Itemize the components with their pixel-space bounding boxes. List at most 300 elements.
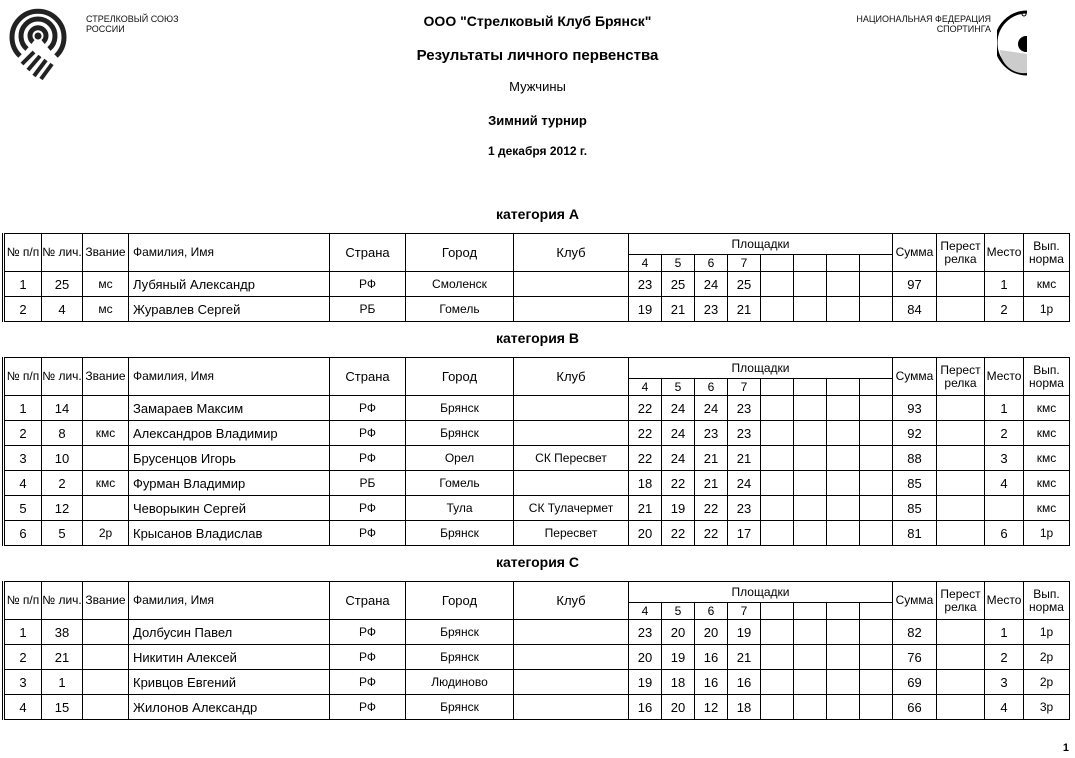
- cell-score: 21: [728, 645, 761, 670]
- cell-score: 18: [728, 695, 761, 720]
- cell-score: 25: [728, 272, 761, 297]
- cell-name: Журавлев Сергей: [129, 297, 330, 322]
- cell-club: [514, 421, 629, 446]
- cell-name: Фурман Владимир: [129, 471, 330, 496]
- cell-lic: 8: [42, 421, 83, 446]
- cell-score: 22: [629, 396, 662, 421]
- results-table: [2, 233, 1070, 322]
- cell-sum: 97: [893, 272, 937, 297]
- cell-score: 16: [695, 670, 728, 695]
- category-title: категория B: [496, 330, 579, 346]
- cell-score: [860, 695, 893, 720]
- cell-score: 19: [728, 620, 761, 645]
- cell-country: РФ: [330, 496, 406, 521]
- cell-name: Жилонов Александр: [129, 695, 330, 720]
- col-header-shootoff: Перест релка: [937, 234, 985, 272]
- cell-rank: 2р: [83, 521, 129, 546]
- range-number: 4: [629, 379, 662, 396]
- range-number: 4: [629, 603, 662, 620]
- cell-lic: 12: [42, 496, 83, 521]
- cell-score: [761, 396, 794, 421]
- cell-rank: кмс: [83, 421, 129, 446]
- cell-name: Кривцов Евгений: [129, 670, 330, 695]
- cell-lic: 14: [42, 396, 83, 421]
- cell-rank: [83, 695, 129, 720]
- cell-place: 1: [985, 620, 1024, 645]
- col-header-np: № п/п: [4, 234, 42, 272]
- range-number: [761, 379, 794, 396]
- cell-score: 24: [695, 272, 728, 297]
- club-name: ООО "Стрелковый Клуб Брянск": [423, 13, 652, 29]
- col-header-city: Город: [406, 582, 514, 620]
- col-header-rank: Звание: [83, 234, 129, 272]
- cell-city: Орел: [406, 446, 514, 471]
- cell-np: 2: [4, 645, 42, 670]
- cell-score: 23: [629, 620, 662, 645]
- col-header-norm: Вып. норма: [1024, 582, 1070, 620]
- cell-score: 23: [695, 297, 728, 322]
- cell-city: Брянск: [406, 645, 514, 670]
- cell-rank: [83, 446, 129, 471]
- cell-city: Брянск: [406, 620, 514, 645]
- cell-name: Никитин Алексей: [129, 645, 330, 670]
- org-left-line-1: СТРЕЛКОВЫЙ СОЮЗ: [86, 14, 179, 24]
- cell-score: [761, 620, 794, 645]
- table-row: [4, 496, 1070, 521]
- cell-score: 18: [629, 471, 662, 496]
- cell-score: 22: [662, 521, 695, 546]
- cell-score: 19: [629, 297, 662, 322]
- cell-norm: кмс: [1024, 272, 1070, 297]
- col-header-city: Город: [406, 234, 514, 272]
- col-header-norm: Вып. норма: [1024, 358, 1070, 396]
- table-row: [4, 297, 1070, 322]
- cell-score: [761, 272, 794, 297]
- cell-city: Тула: [406, 496, 514, 521]
- cell-np: 1: [4, 620, 42, 645]
- cell-city: Брянск: [406, 695, 514, 720]
- cell-name: Лубяный Александр: [129, 272, 330, 297]
- table-row: [4, 421, 1070, 446]
- cell-norm: 1р: [1024, 297, 1070, 322]
- cell-norm: 3р: [1024, 695, 1070, 720]
- table-row: [4, 670, 1070, 695]
- range-number: [860, 379, 893, 396]
- cell-city: Гомель: [406, 297, 514, 322]
- cell-score: 20: [662, 620, 695, 645]
- col-header-name: Фамилия, Имя: [129, 234, 330, 272]
- range-number: [827, 379, 860, 396]
- col-header-place: Место: [985, 358, 1024, 396]
- cell-score: [827, 521, 860, 546]
- cell-norm: 2р: [1024, 670, 1070, 695]
- cell-score: 23: [728, 421, 761, 446]
- org-right-line-1: НАЦИОНАЛЬНАЯ ФЕДЕРАЦИЯ: [856, 14, 991, 24]
- cell-score: 22: [629, 446, 662, 471]
- col-header-name: Фамилия, Имя: [129, 358, 330, 396]
- col-header-place: Место: [985, 582, 1024, 620]
- cell-score: 21: [695, 446, 728, 471]
- cell-country: РФ: [330, 645, 406, 670]
- cell-score: 23: [728, 496, 761, 521]
- cell-score: 21: [695, 471, 728, 496]
- cell-score: [860, 471, 893, 496]
- org-right-line-2: СПОРТИНГА: [936, 24, 991, 34]
- cell-club: [514, 670, 629, 695]
- cell-score: 20: [695, 620, 728, 645]
- col-header-norm: Вып. норма: [1024, 234, 1070, 272]
- col-header-sum: Сумма: [893, 358, 937, 396]
- cell-lic: 15: [42, 695, 83, 720]
- col-header-lic: № лич.: [42, 358, 83, 396]
- range-number: [794, 255, 827, 272]
- cell-club: [514, 695, 629, 720]
- tournament-name: Зимний турнир: [488, 113, 587, 128]
- cell-sum: 88: [893, 446, 937, 471]
- cell-lic: 38: [42, 620, 83, 645]
- cell-lic: 4: [42, 297, 83, 322]
- cell-score: [827, 421, 860, 446]
- cell-country: РФ: [330, 620, 406, 645]
- col-header-ranges: Площадки: [629, 234, 893, 255]
- col-header-ranges: Площадки: [629, 358, 893, 379]
- cell-np: 1: [4, 272, 42, 297]
- cell-score: [827, 272, 860, 297]
- cell-score: [761, 645, 794, 670]
- col-header-country: Страна: [330, 234, 406, 272]
- col-header-lic: № лич.: [42, 582, 83, 620]
- event-date: 1 декабря 2012 г.: [487, 144, 588, 158]
- org-left-line-2: РОССИИ: [86, 24, 125, 34]
- table-row: [4, 620, 1070, 645]
- cell-score: 24: [662, 396, 695, 421]
- range-number: [761, 603, 794, 620]
- cell-score: [827, 620, 860, 645]
- header-row: [4, 582, 1070, 603]
- cell-country: РФ: [330, 396, 406, 421]
- cell-norm: кмс: [1024, 471, 1070, 496]
- cell-place: 3: [985, 446, 1024, 471]
- cell-shootoff: [937, 695, 985, 720]
- cell-np: 2: [4, 297, 42, 322]
- cell-score: 24: [662, 446, 695, 471]
- gender-label: Мужчины: [509, 79, 566, 94]
- cell-lic: 1: [42, 670, 83, 695]
- cell-score: [827, 471, 860, 496]
- cell-club: [514, 272, 629, 297]
- cell-score: 21: [728, 446, 761, 471]
- cell-club: [514, 396, 629, 421]
- cell-lic: 21: [42, 645, 83, 670]
- range-number: [827, 603, 860, 620]
- cell-country: РФ: [330, 521, 406, 546]
- cell-score: [827, 670, 860, 695]
- cell-score: [860, 297, 893, 322]
- cell-place: 2: [985, 297, 1024, 322]
- cell-city: Людиново: [406, 670, 514, 695]
- cell-score: 16: [728, 670, 761, 695]
- results-table: [2, 357, 1070, 546]
- table-row: [4, 272, 1070, 297]
- cell-score: 24: [728, 471, 761, 496]
- cell-score: [860, 272, 893, 297]
- cell-city: Брянск: [406, 396, 514, 421]
- cell-score: 24: [695, 396, 728, 421]
- cell-lic: 2: [42, 471, 83, 496]
- col-header-np: № п/п: [4, 358, 42, 396]
- cell-rank: [83, 496, 129, 521]
- cell-score: 24: [662, 421, 695, 446]
- cell-score: 16: [629, 695, 662, 720]
- cell-place: 1: [985, 396, 1024, 421]
- cell-sum: 85: [893, 496, 937, 521]
- cell-norm: кмс: [1024, 421, 1070, 446]
- table-row: [4, 521, 1070, 546]
- page-title: Результаты личного первенства: [416, 47, 659, 64]
- cell-score: [761, 446, 794, 471]
- cell-norm: 1р: [1024, 521, 1070, 546]
- cell-place: 4: [985, 695, 1024, 720]
- range-number: 7: [728, 255, 761, 272]
- cell-sum: 93: [893, 396, 937, 421]
- cell-score: [860, 396, 893, 421]
- range-number: [794, 379, 827, 396]
- cell-score: 23: [695, 421, 728, 446]
- cell-score: [794, 670, 827, 695]
- cell-shootoff: [937, 521, 985, 546]
- cell-score: 21: [728, 297, 761, 322]
- cell-score: 23: [629, 272, 662, 297]
- cell-sum: 92: [893, 421, 937, 446]
- cell-score: [794, 645, 827, 670]
- cell-shootoff: [937, 421, 985, 446]
- cell-np: 5: [4, 496, 42, 521]
- cell-club: СК Пересвет: [514, 446, 629, 471]
- cell-shootoff: [937, 645, 985, 670]
- col-header-ranges: Площадки: [629, 582, 893, 603]
- cell-shootoff: [937, 396, 985, 421]
- range-number: 4: [629, 255, 662, 272]
- cell-score: [794, 471, 827, 496]
- cell-lic: 25: [42, 272, 83, 297]
- cell-place: 6: [985, 521, 1024, 546]
- cell-club: [514, 645, 629, 670]
- cell-shootoff: [937, 670, 985, 695]
- cell-score: [860, 670, 893, 695]
- cell-score: [860, 496, 893, 521]
- range-number: [860, 255, 893, 272]
- cell-lic: 5: [42, 521, 83, 546]
- cell-score: [860, 645, 893, 670]
- col-header-sum: Сумма: [893, 234, 937, 272]
- cell-norm: кмс: [1024, 446, 1070, 471]
- cell-rank: кмс: [83, 471, 129, 496]
- table-row: [4, 396, 1070, 421]
- col-header-club: Клуб: [514, 582, 629, 620]
- cell-place: [985, 496, 1024, 521]
- range-number: 6: [695, 379, 728, 396]
- cell-score: 19: [662, 645, 695, 670]
- cell-score: 22: [695, 496, 728, 521]
- cell-score: [827, 446, 860, 471]
- cell-score: [761, 421, 794, 446]
- cell-norm: кмс: [1024, 496, 1070, 521]
- cell-np: 1: [4, 396, 42, 421]
- cell-rank: [83, 620, 129, 645]
- cell-score: [860, 521, 893, 546]
- cell-score: [794, 396, 827, 421]
- cell-place: 2: [985, 645, 1024, 670]
- col-header-place: Место: [985, 234, 1024, 272]
- cell-club: Пересвет: [514, 521, 629, 546]
- cell-score: [761, 670, 794, 695]
- cell-score: [827, 297, 860, 322]
- cell-np: 4: [4, 695, 42, 720]
- cell-score: [860, 620, 893, 645]
- cell-score: [794, 421, 827, 446]
- cell-np: 4: [4, 471, 42, 496]
- cell-shootoff: [937, 620, 985, 645]
- cell-country: РФ: [330, 670, 406, 695]
- cell-score: 20: [662, 695, 695, 720]
- col-header-city: Город: [406, 358, 514, 396]
- cell-score: [794, 521, 827, 546]
- cell-name: Александров Владимир: [129, 421, 330, 446]
- col-header-club: Клуб: [514, 234, 629, 272]
- col-header-club: Клуб: [514, 358, 629, 396]
- table-row: [4, 645, 1070, 670]
- cell-shootoff: [937, 471, 985, 496]
- cell-city: Гомель: [406, 471, 514, 496]
- cell-country: РФ: [330, 272, 406, 297]
- cell-city: Брянск: [406, 521, 514, 546]
- cell-score: 20: [629, 521, 662, 546]
- cell-score: 19: [629, 670, 662, 695]
- range-number: [794, 603, 827, 620]
- cell-score: [761, 695, 794, 720]
- cell-norm: 2р: [1024, 645, 1070, 670]
- cell-name: Брусенцов Игорь: [129, 446, 330, 471]
- col-header-country: Страна: [330, 582, 406, 620]
- cell-club: СК Тулачермет: [514, 496, 629, 521]
- cell-place: 4: [985, 471, 1024, 496]
- cell-score: 23: [728, 396, 761, 421]
- category-title: категория C: [496, 554, 579, 570]
- cell-score: 22: [695, 521, 728, 546]
- table-row: [4, 471, 1070, 496]
- cell-club: [514, 297, 629, 322]
- col-header-rank: Звание: [83, 358, 129, 396]
- cell-score: 19: [662, 496, 695, 521]
- cell-score: 17: [728, 521, 761, 546]
- cell-norm: 1р: [1024, 620, 1070, 645]
- range-number: 5: [662, 603, 695, 620]
- cell-rank: мс: [83, 272, 129, 297]
- cell-score: [794, 620, 827, 645]
- col-header-lic: № лич.: [42, 234, 83, 272]
- cell-rank: мс: [83, 297, 129, 322]
- cell-place: 3: [985, 670, 1024, 695]
- range-number: 6: [695, 255, 728, 272]
- cell-sum: 76: [893, 645, 937, 670]
- cell-lic: 10: [42, 446, 83, 471]
- col-header-sum: Сумма: [893, 582, 937, 620]
- cell-score: 12: [695, 695, 728, 720]
- col-header-country: Страна: [330, 358, 406, 396]
- cell-score: [827, 396, 860, 421]
- cell-place: 2: [985, 421, 1024, 446]
- table-row: [4, 695, 1070, 720]
- cell-country: РФ: [330, 421, 406, 446]
- cell-score: 21: [662, 297, 695, 322]
- cell-score: 25: [662, 272, 695, 297]
- cell-club: [514, 620, 629, 645]
- cell-score: [794, 695, 827, 720]
- cell-country: РБ: [330, 471, 406, 496]
- cell-rank: [83, 645, 129, 670]
- col-header-rank: Звание: [83, 582, 129, 620]
- cell-club: [514, 471, 629, 496]
- cell-city: Смоленск: [406, 272, 514, 297]
- cell-sum: 81: [893, 521, 937, 546]
- cell-sum: 84: [893, 297, 937, 322]
- cell-score: [794, 297, 827, 322]
- cell-np: 3: [4, 670, 42, 695]
- range-number: [827, 255, 860, 272]
- cell-score: [794, 272, 827, 297]
- cell-sum: 69: [893, 670, 937, 695]
- table-row: [4, 446, 1070, 471]
- range-number: 7: [728, 603, 761, 620]
- cell-np: 6: [4, 521, 42, 546]
- category-title: категория A: [496, 206, 579, 222]
- cell-name: Чеворыкин Сергей: [129, 496, 330, 521]
- cell-shootoff: [937, 272, 985, 297]
- cell-shootoff: [937, 496, 985, 521]
- cell-rank: [83, 670, 129, 695]
- header-row: [4, 358, 1070, 379]
- cell-np: 3: [4, 446, 42, 471]
- range-number: 5: [662, 255, 695, 272]
- cell-shootoff: [937, 446, 985, 471]
- range-number: [860, 603, 893, 620]
- cell-score: [761, 496, 794, 521]
- cell-place: 1: [985, 272, 1024, 297]
- cell-rank: [83, 396, 129, 421]
- page-number: 1: [1062, 742, 1069, 754]
- col-header-np: № п/п: [4, 582, 42, 620]
- cell-shootoff: [937, 297, 985, 322]
- range-number: [761, 255, 794, 272]
- range-number: 6: [695, 603, 728, 620]
- cell-score: [761, 471, 794, 496]
- cell-norm: кмс: [1024, 396, 1070, 421]
- cell-score: [860, 421, 893, 446]
- range-number: 7: [728, 379, 761, 396]
- cell-name: Крысанов Владислав: [129, 521, 330, 546]
- cell-score: 16: [695, 645, 728, 670]
- cell-score: [761, 521, 794, 546]
- cell-score: [761, 297, 794, 322]
- cell-score: 18: [662, 670, 695, 695]
- cell-score: 22: [662, 471, 695, 496]
- cell-score: [827, 645, 860, 670]
- header-row: [4, 234, 1070, 255]
- cell-country: РБ: [330, 297, 406, 322]
- cell-sum: 85: [893, 471, 937, 496]
- cell-score: [827, 496, 860, 521]
- cell-sum: 82: [893, 620, 937, 645]
